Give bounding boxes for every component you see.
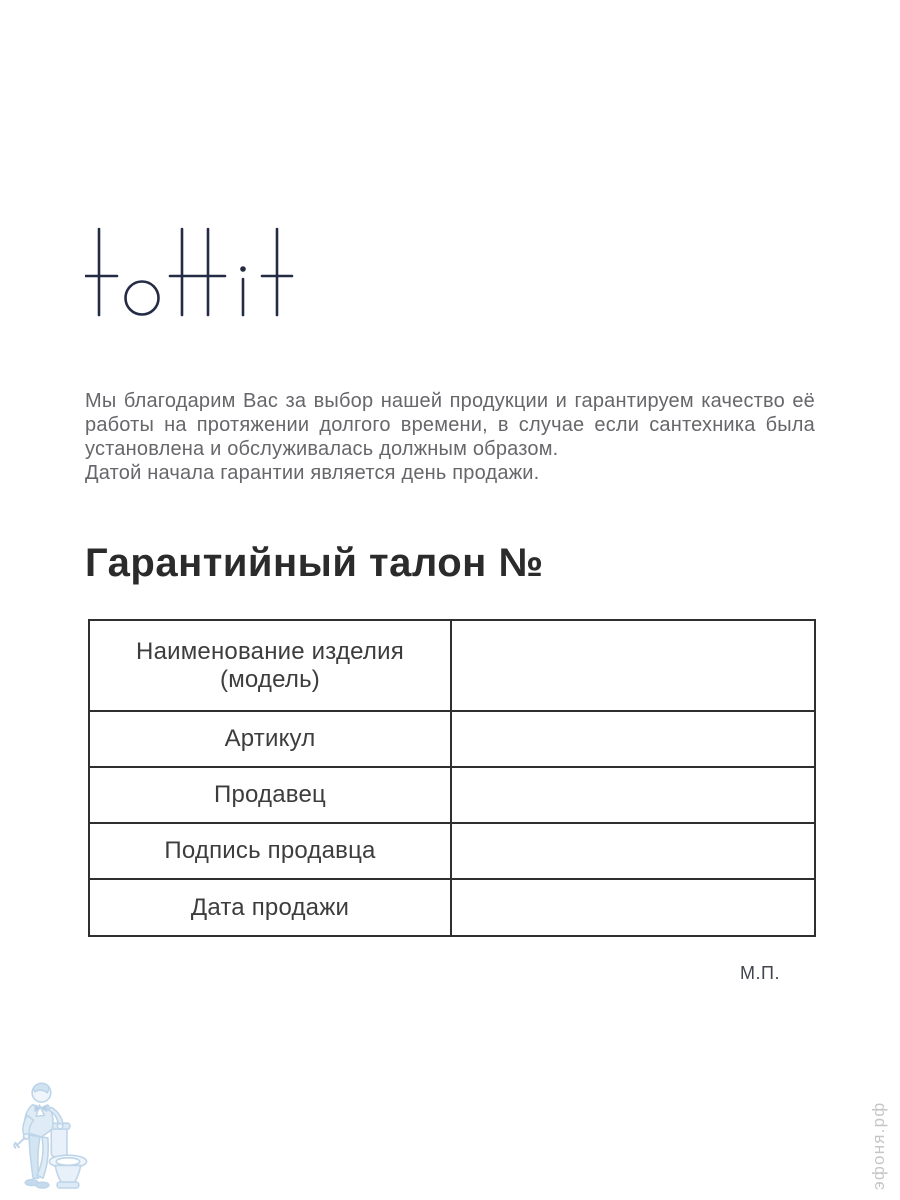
product-name-value-cell [451, 620, 815, 711]
seller-label-cell: Продавец [89, 767, 451, 823]
table-row-product-name [89, 620, 815, 711]
table-row-article [89, 711, 815, 767]
seller-value-cell [451, 767, 815, 823]
table-row-seller-signature [89, 823, 815, 879]
intro-line-1: Мы благодарим Вас за выбор нашей продукции и гарантируем качество её [85, 390, 815, 412]
warranty-table [88, 619, 816, 937]
plumber-watermark [12, 1074, 120, 1196]
intro-line-2: работы на протяжении долгого времени, в случае если сантехника была [85, 414, 815, 436]
site-watermark-label: эфоня.рф [869, 1101, 888, 1190]
tottit-logo [85, 226, 297, 321]
table-row-seller [89, 767, 815, 823]
product-name-label-line2: (модель) [220, 665, 320, 693]
intro-paragraph [85, 389, 815, 485]
seller-signature-label-cell: Подпись продавца [89, 823, 451, 879]
sale-date-value-cell [451, 879, 815, 936]
table-row-sale-date [89, 879, 815, 936]
warranty-title: Гарантийный талон № [85, 541, 544, 585]
intro-line-4: Датой начала гарантии является день продажи. [85, 462, 540, 484]
article-value-cell [451, 711, 815, 767]
article-label-cell: Артикул [89, 711, 451, 767]
seller-signature-value-cell [451, 823, 815, 879]
sale-date-label-cell: Дата продажи [89, 879, 451, 936]
stamp-place-label: М.П. [740, 963, 780, 983]
intro-line-3: установлена и обслуживалась должным образом. [85, 438, 559, 460]
product-name-label-cell [89, 620, 451, 711]
plumber-toilet-icon [12, 1074, 120, 1196]
tottit-logo-icon [85, 226, 297, 321]
product-name-label-line1: Наименование изделия [136, 637, 404, 665]
